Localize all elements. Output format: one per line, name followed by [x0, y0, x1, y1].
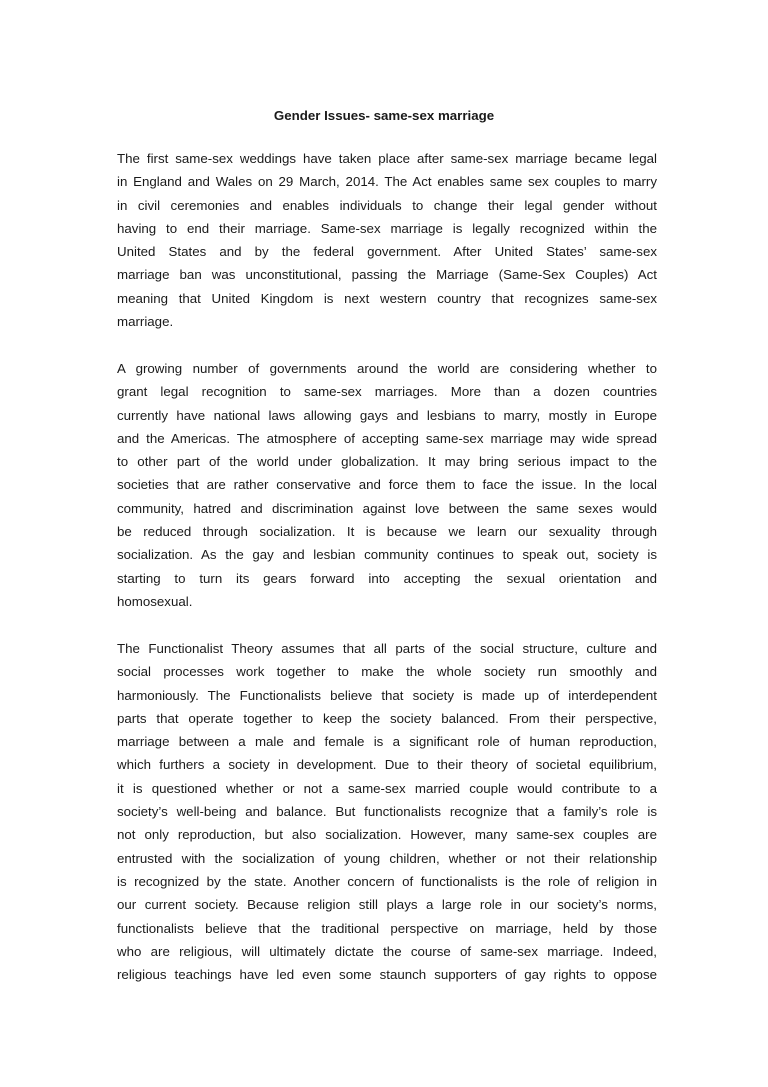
text-line: in civil ceremonies and enables individuals to change their legal gender without [117, 197, 657, 213]
text-line: functionalists believe that the traditional perspective on marriage, held by those [117, 920, 657, 936]
document-title: Gender Issues- same-sex marriage [273, 108, 495, 123]
text-line: societies that are rather conservative and force them to face the issue. In the local [117, 477, 657, 493]
text-line: parts that operate together to keep the society balanced. From their perspective, [117, 710, 657, 726]
text-line: socialization. As the gay and lesbian community continues to speak out, society is [117, 547, 657, 563]
text-line: The Functionalist Theory assumes that all parts of the social structure, culture and [117, 641, 657, 656]
text-line: currently have national laws allowing gays and lesbians to marry, mostly in Europe [117, 407, 657, 423]
paragraph-3 [117, 637, 657, 986]
text-line: having to end their marriage. Same-sex marriage is legally recognized within the [117, 220, 657, 236]
text-line: which furthers a society in development. Due to their theory of societal equilibrium, [117, 757, 657, 773]
text-line: is recognized by the state. Another concern of functionalists is the role of religion in [117, 873, 657, 889]
text-line: and the Americas. The atmosphere of accepting same-sex marriage may wide spread [117, 430, 657, 446]
text-line: who are religious, will ultimately dictate the course of same-sex marriage. Indeed, [117, 943, 657, 959]
text-line: entrusted with the socialization of young children, whether or not their relationship [117, 850, 657, 866]
text-line: starting to turn its gears forward into accepting the sexual orientation and [117, 570, 657, 586]
text-line: to other part of the world under globalization. It may bring serious impact to the [117, 454, 657, 470]
text-line: community, hatred and discrimination against love between the same sexes would [117, 500, 657, 516]
text-line: marriage ban was unconstitutional, passing the Marriage (Same-Sex Couples) Act [117, 267, 657, 283]
paragraph-1 [117, 147, 657, 333]
text-line: meaning that United Kingdom is next western country that recognizes same-sex [117, 290, 657, 306]
text-line: grant legal recognition to same-sex marriages. More than a dozen countries [117, 384, 657, 400]
text-line: homosexual. [117, 593, 193, 609]
text-line: in England and Wales on 29 March, 2014. The Act enables same sex couples to marry [117, 174, 657, 190]
text-line: A growing number of governments around the world are considering whether to [117, 361, 657, 376]
text-line: society’s well-being and balance. But functionalists recognize that a family’s role is [117, 804, 657, 820]
text-line: harmoniously. The Functionalists believe that society is made up of interdependent [117, 687, 657, 703]
text-line: be reduced through socialization. It is because we learn our sexuality through [117, 524, 657, 540]
text-line: our current society. Because religion still plays a large role in our society’s norms, [117, 897, 657, 913]
text-line: marriage between a male and female is a significant role of human reproduction, [117, 734, 657, 750]
text-line: not only reproduction, but also socialization. However, many same-sex couples are [117, 827, 657, 843]
text-line: religious teachings have led even some staunch supporters of gay rights to oppose [117, 967, 657, 983]
text-line: social processes work together to make the whole society run smoothly and [117, 664, 657, 680]
text-line: United States and by the federal government. After United States’ same-sex [117, 244, 657, 260]
text-line: it is questioned whether or not a same-sex married couple would contribute to a [117, 780, 657, 796]
text-line: marriage. [117, 314, 174, 330]
paragraph-2 [117, 357, 657, 613]
text-line: The first same-sex weddings have taken place after same-sex marriage became legal [117, 151, 657, 166]
